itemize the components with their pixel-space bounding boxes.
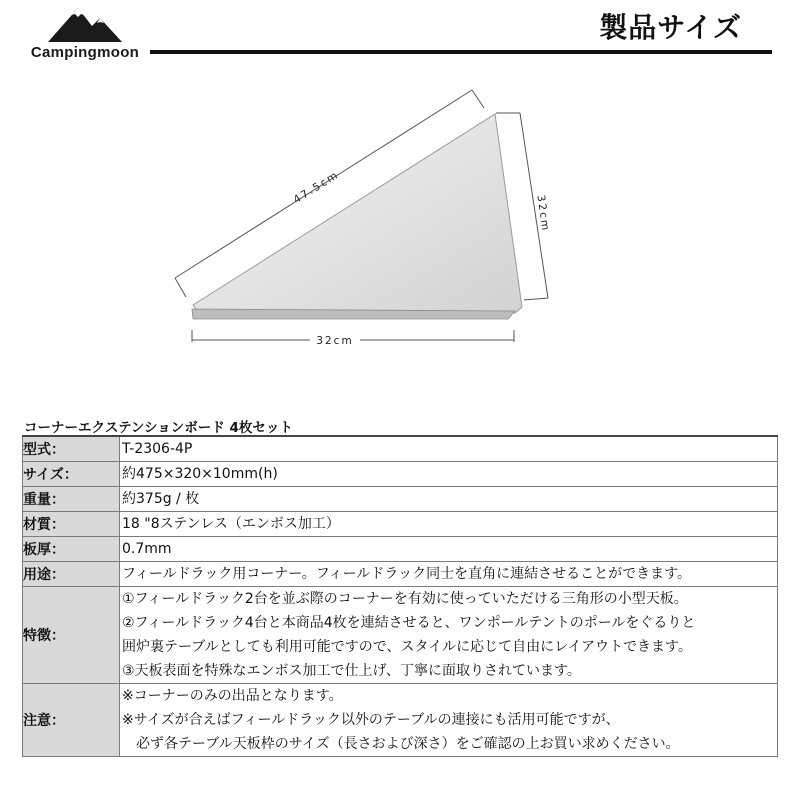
product-dimension-diagram [0, 60, 800, 410]
spec-table [22, 435, 778, 757]
brand-logo [20, 4, 150, 68]
spec-row [23, 462, 778, 487]
spec-label-text: サイズ： [23, 467, 78, 483]
spec-value [120, 462, 778, 487]
spec-value [120, 512, 778, 537]
spec-value-line: 必ず各テーブル天板枠のサイズ（長さおよび深さ）をご確認の上お買い求めください。 [122, 736, 680, 752]
spec-value-line: 約475×320×10mm(h) [122, 466, 278, 482]
spec-label [23, 537, 120, 562]
spec-value [120, 684, 778, 757]
spec-row [23, 587, 778, 684]
spec-row [23, 684, 778, 757]
spec-label-text: 板厚： [23, 542, 65, 558]
spec-label [23, 562, 120, 587]
spec-value-line: フィールドラック用コーナー。フィールドラック同士を直角に連結させることができます。 [122, 566, 691, 582]
spec-value [120, 562, 778, 587]
brand-name: Campingmoon [30, 44, 140, 61]
corner-board-shape [193, 114, 522, 313]
spec-label-text: 特徴： [23, 628, 65, 644]
spec-value-line: ①フィールドラック2台を並ぶ際のコーナーを有効に使っていただける三角形の小型天板。 [122, 591, 688, 607]
spec-row [23, 537, 778, 562]
spec-value-line: T-2306-4P [122, 441, 193, 457]
dimension-label-long: 47.5cm [291, 168, 342, 207]
spec-label [23, 462, 120, 487]
dimension-label-bottom: 32cm [316, 335, 354, 347]
spec-value [120, 436, 778, 462]
corner-board-edge [192, 309, 515, 319]
spec-row [23, 436, 778, 462]
spec-label-text: 重量： [23, 492, 65, 508]
spec-value-line: ※サイズが合えばフィールドラック以外のテーブルの連接にも活用可能ですが、 [122, 712, 620, 728]
spec-title: コーナーエクステンションボード 4枚セット [24, 420, 293, 436]
spec-label [23, 487, 120, 512]
spec-value-line: ※コーナーのみの出品となります。 [122, 688, 343, 704]
spec-row [23, 487, 778, 512]
spec-value [120, 587, 778, 684]
spec-label-text: 注意： [23, 713, 65, 729]
spec-value-line: 約375g / 枚 [122, 491, 200, 507]
dimension-label-right: 32cm [534, 194, 552, 233]
spec-label [23, 684, 120, 757]
spec-label-text: 材質： [23, 517, 65, 533]
spec-label-text: 型式： [23, 442, 65, 458]
spec-label-text: 用途： [23, 567, 65, 583]
spec-value-line: ③天板表面を特殊なエンボス加工で仕上げ、丁寧に面取りされています。 [122, 663, 581, 679]
spec-label [23, 587, 120, 684]
mountain-logo-icon [48, 4, 122, 42]
spec-row [23, 562, 778, 587]
spec-row [23, 512, 778, 537]
header-divider [150, 50, 772, 54]
spec-value [120, 537, 778, 562]
spec-label [23, 436, 120, 462]
spec-label [23, 512, 120, 537]
spec-value [120, 487, 778, 512]
spec-value-line: 囲炉裏テーブルとしても利用可能ですので、スタイルに応じて自由にレイアウトできます。 [122, 639, 692, 655]
spec-value-line: 0.7mm [122, 541, 172, 557]
page-heading: 製品サイズ [599, 11, 742, 44]
spec-value-line: ②フィールドラック4台と本商品4枚を連結させると、ワンポールテントのポールをぐるりと [122, 615, 696, 631]
spec-value-line: 18 "8ステンレス（エンボス加工） [122, 516, 340, 532]
